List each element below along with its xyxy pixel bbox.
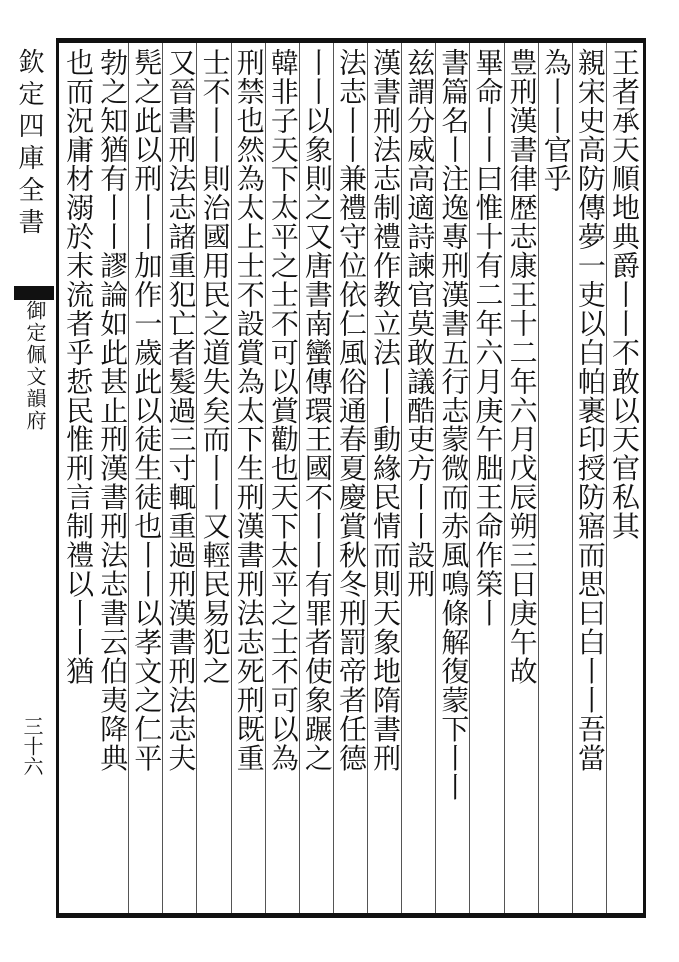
text-column-7: 兹謂分威高適詩諫官莫敢議酷吏方丨丨設刑	[402, 48, 436, 599]
text-column-9: 法志丨丨兼禮守位依仁風俗通春夏慶賞秋冬刑罰帝者任德	[334, 48, 368, 773]
column-rule	[299, 43, 300, 913]
column-rule	[196, 43, 197, 913]
column-rule	[333, 43, 334, 913]
book-subtitle: 御定佩文韻府	[23, 300, 47, 432]
text-column-1: 王者承天順地典爵丨丨不敢以天官私其	[606, 48, 640, 541]
column-rule	[128, 43, 129, 913]
column-rule	[504, 43, 505, 913]
column-rule	[606, 43, 607, 913]
column-rule	[265, 43, 266, 913]
text-column-15: 髡之此以刑丨丨加作一歲此以徒生徒也丨丨以孝文之仁平	[129, 48, 163, 773]
text-column-16: 勃之知猶有丨丨謬論如此甚止刑漢書刑法志書云伯夷降典	[95, 48, 129, 773]
text-column-17: 也而況庸材溺於末流者乎悊民惟刑言制禮以丨丨猶	[61, 48, 95, 686]
text-column-8: 漢書刑法志制禮作教立法丨丨動緣民情而則天象地隋書刑	[368, 48, 402, 773]
fishtail-mark	[14, 286, 54, 300]
column-rule	[162, 43, 163, 913]
column-rule	[572, 43, 573, 913]
text-column-12: 刑禁也然為太上士不設賞為太下生刑漢書刑法志死刑既重	[231, 48, 265, 773]
column-rule	[538, 43, 539, 913]
text-column-11: 韓非子天下太平之士不可以賞勸也天下太平之士不可以為	[265, 48, 299, 773]
text-column-14: 又晉書刑法志諸重犯亡者髮過三寸輒重過刑漢書刑法志夫	[163, 48, 197, 773]
text-column-4: 豊刑漢書律歴志康王十二年六月戊辰朔三日庚午故	[504, 48, 538, 686]
column-rule	[435, 43, 436, 913]
text-column-3: 為丨丨官乎	[538, 48, 572, 193]
text-column-10: 丨丨以象則之又唐書南蠻傳環王國不丨丨有罪者使象蹍之	[299, 48, 333, 773]
text-column-5: 畢命丨丨曰惟十有二年六月庚午朏王命作筞丨	[470, 48, 504, 628]
page-border-left	[56, 38, 59, 918]
page-number: 三十六	[20, 716, 44, 776]
column-rule	[469, 43, 470, 913]
column-rule	[401, 43, 402, 913]
text-column-2: 親宋史高防傳夢一吏以白帕裹印授防寤而思曰白丨丨吾當	[572, 48, 606, 773]
text-column-13: 士不丨丨則治國用民之道失矣而丨丨又輕民易犯之	[197, 48, 231, 686]
text-column-6: 書篇名丨注逸專刑漢書五行志蒙微而赤風鳴條解復蒙下丨丨	[436, 48, 470, 802]
book-title: 欽定四庫全書	[14, 48, 44, 240]
column-rule	[367, 43, 368, 913]
column-rule	[231, 43, 232, 913]
